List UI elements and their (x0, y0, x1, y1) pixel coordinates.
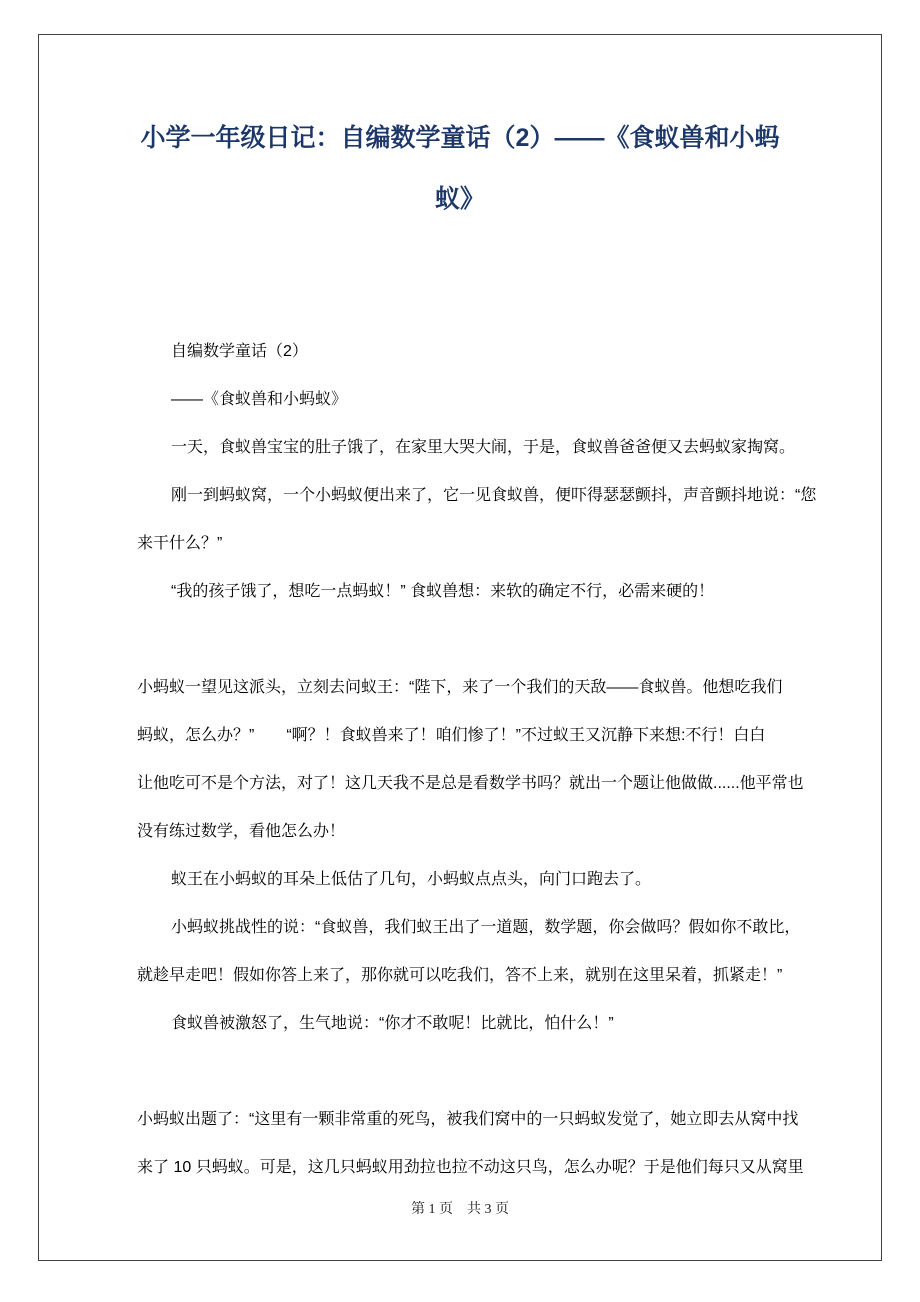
text-line: 蚂蚁，怎么办？” “啊？！食蚁兽来了！咱们惨了！”不过蚁王又沉静下来想:不行！白白 (137, 727, 766, 744)
title-line-2: 蚁》 (434, 185, 485, 213)
page-footer: 第 1 页 共 3 页 (411, 1202, 509, 1217)
blank-line (137, 1048, 783, 1096)
text-line: 蚁王在小蚂蚁的耳朵上低估了几句，小蚂蚁点点头，向门口跑去了。 (171, 871, 652, 888)
text-line: 一天，食蚁兽宝宝的肚子饿了，在家里大哭大闹，于是，食蚁兽爸爸便又去蚂蚁家掏窝。 (171, 439, 796, 456)
title-line-1: 小学一年级日记：自编数学童话（2）——《食蚁兽和小蚂 (140, 124, 780, 152)
text-line: 小蚂蚁挑战性的说：“食蚁兽，我们蚁王出了一道题，数学题，你会做吗？假如你不敢比， (171, 919, 801, 936)
text-line: 来干什么？” (137, 535, 223, 552)
text-line: 就趁早走吧！假如你答上来了，那你就可以吃我们，答不上来，就别在这里呆着，抓紧走！” (137, 967, 783, 984)
text-line: 自编数学童话（2） (171, 343, 308, 360)
text-line: “我的孩子饿了，想吃一点蚂蚁！” 食蚁兽想：来软的确定不行，必需来硬的！ (171, 583, 715, 600)
text-line: 小蚂蚁一望见这派头，立刻去问蚁王：“陛下，来了一个我们的天敌——食蚁兽。他想吃我们 (137, 679, 783, 696)
text-line: 让他吃可不是个方法，对了！这几天我不是总是看数学书吗？就出一个题让他做做......他平常也 (137, 775, 804, 792)
document-title (117, 108, 803, 230)
text-line: 来了 10 只蚂蚁。可是，这几只蚂蚁用劲拉也拉不动这只鸟，怎么办呢？于是他们每只又从窝里 (137, 1159, 804, 1176)
text-line: 刚一到蚂蚁窝，一个小蚂蚁便出来了，它一见食蚁兽，便吓得瑟瑟颤抖，声音颤抖地说：“您 (171, 487, 817, 504)
document-body (137, 328, 817, 1192)
text-line: ——《食蚁兽和小蚂蚁》 (171, 391, 348, 408)
text-line: 没有练过数学，看他怎么办！ (137, 823, 346, 840)
blank-line (137, 616, 783, 664)
text-line: 食蚁兽被激怒了，生气地说：“你才不敢呢！比就比，怕什么！” (171, 1015, 614, 1032)
text-line: 小蚂蚁出题了：“这里有一颗非常重的死鸟，被我们窝中的一只蚂蚁发觉了，她立即去从窝中找 (137, 1111, 799, 1128)
